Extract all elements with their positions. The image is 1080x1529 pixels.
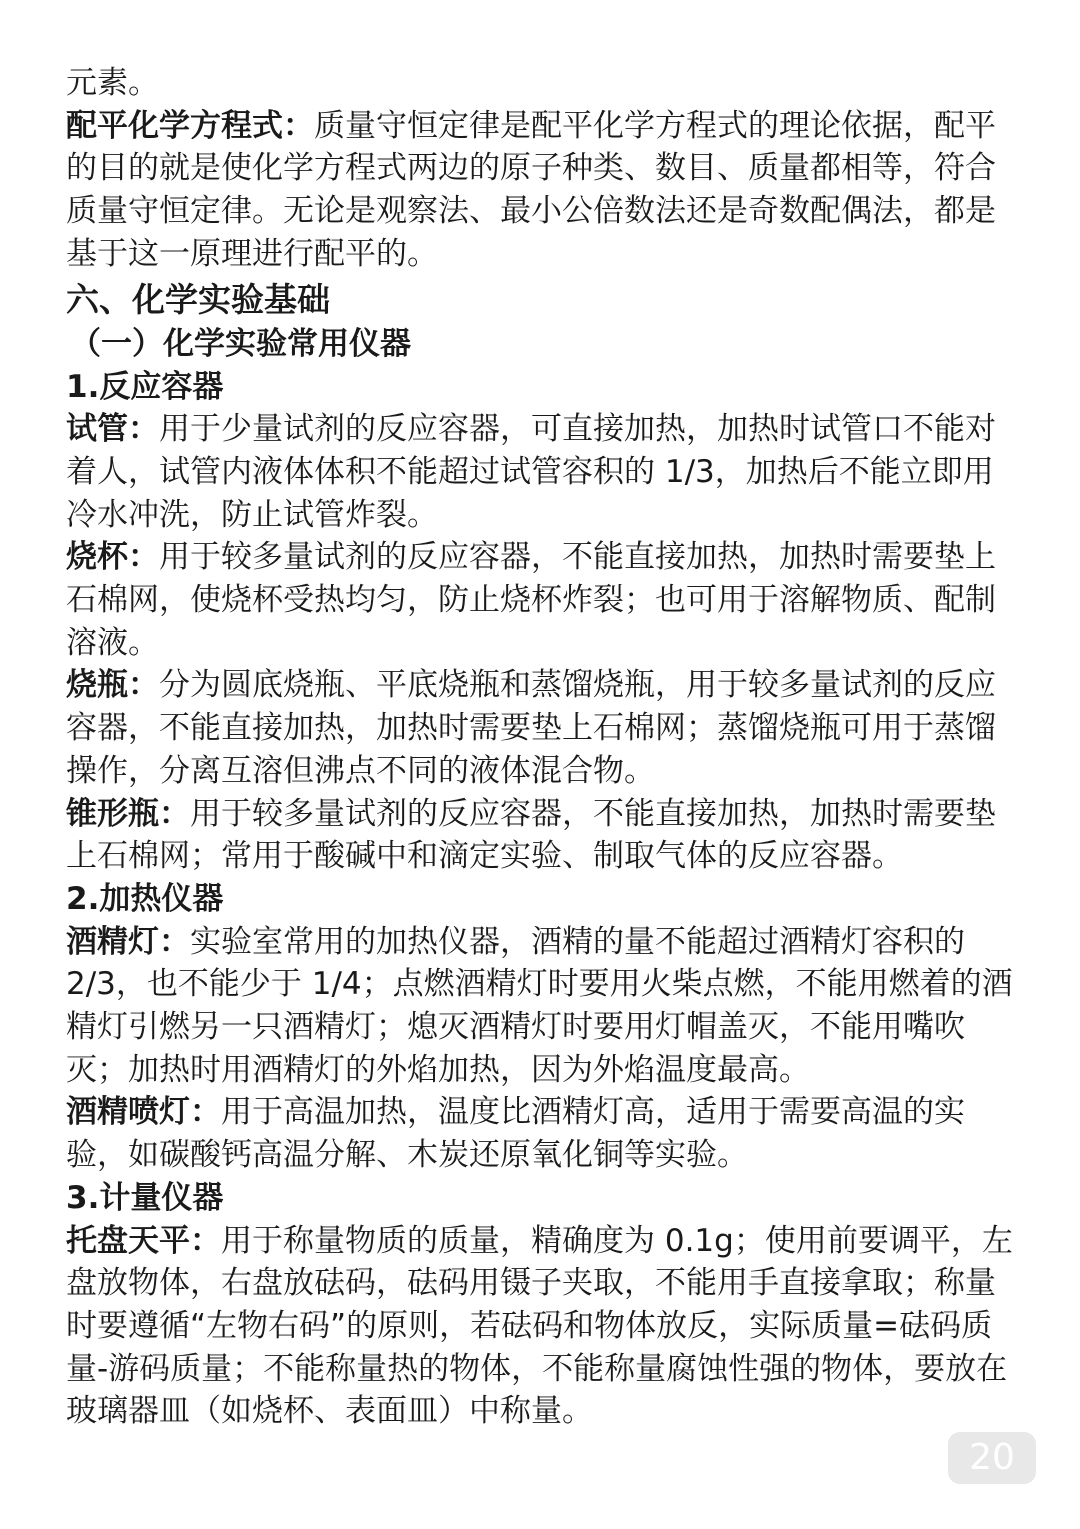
item-text: 用于少量试剂的反应容器，可直接加热，加热时试管口不能对着人，试管内液体体积不能超过试管容积的 1/3，加热后不能立即用冷水冲洗，防止试管炸裂。 — [66, 411, 996, 533]
item-test-tube — [66, 408, 1018, 536]
item-blast-lamp — [66, 1091, 1018, 1176]
item-term: 酒精灯： — [66, 923, 190, 960]
subsection-title: （一）化学实验常用仪器 — [70, 325, 411, 362]
balancing-paragraph — [66, 105, 1018, 276]
item-term: 托盘天平： — [66, 1222, 221, 1259]
document-body — [66, 62, 1018, 1433]
item-text: 实验室常用的加热仪器，酒精的量不能超过酒精灯容积的 2/3，也不能少于 1/4；点燃酒精灯时要用火柴点燃，不能用燃着的酒精灯引燃另一只酒精灯；熄灭酒精灯时要用灯帽盖灭，不能用嘴吹灭；加热时用酒精灯的外焰加热，因为外焰温度最高。 — [66, 923, 1013, 1088]
balancing-text: 质量守恒定律是配平化学方程式的理论依据，配平的目的就是使化学方程式两边的原子种类、数目、质量都相等，符合质量守恒定律。无论是观察法、最小公倍数法还是奇数配偶法，都是基于这一原理进行配平的。 — [66, 107, 996, 272]
item-text: 用于高温加热，温度比酒精灯高，适用于需要高温的实验，如碳酸钙高温分解、木炭还原氧化铜等实验。 — [66, 1094, 965, 1174]
item-conical-flask — [66, 793, 1018, 878]
item-term: 烧瓶： — [66, 667, 159, 704]
item-flask — [66, 664, 1018, 792]
group-heading-containers: 1.反应容器 — [66, 368, 224, 405]
item-text: 用于称量物质的质量，精确度为 0.1g；使用前要调平，左盘放物体，右盘放砝码，砝码用镊子夹取，不能用手直接拿取；称量时要遵循“左物右码”的原则，若砝码和物体放反，实际质量=砝码质量-游码质量；不能称量热的物体，不能称量腐蚀性强的物体，要放在玻璃器皿（如烧杯、表面皿）中称量。 — [66, 1222, 1013, 1430]
item-text: 分为圆底烧瓶、平底烧瓶和蒸馏烧瓶，用于较多量试剂的反应容器，不能直接加热，加热时需要垫上石棉网；蒸馏烧瓶可用于蒸馏操作，分离互溶但沸点不同的液体混合物。 — [66, 667, 996, 789]
item-term: 锥形瓶： — [66, 795, 190, 832]
page-number-badge: 20 — [948, 1432, 1036, 1484]
item-text: 用于较多量试剂的反应容器，不能直接加热，加热时需要垫上石棉网；常用于酸碱中和滴定实验、制取气体的反应容器。 — [66, 795, 996, 875]
item-text: 用于较多量试剂的反应容器，不能直接加热，加热时需要垫上石棉网，使烧杯受热均匀，防止烧杯炸裂；也可用于溶解物质、配制溶液。 — [66, 539, 996, 661]
item-beaker — [66, 536, 1018, 664]
item-balance — [66, 1220, 1018, 1434]
section-title: 六、化学实验基础 — [66, 279, 330, 319]
group-heading-measuring: 3.计量仪器 — [66, 1179, 224, 1216]
item-term: 烧杯： — [66, 539, 159, 576]
item-alcohol-lamp — [66, 921, 1018, 1092]
item-term: 试管： — [66, 411, 159, 448]
item-term: 酒精喷灯： — [66, 1094, 221, 1131]
continuation-text: 元素。 — [66, 65, 159, 101]
balancing-term: 配平化学方程式： — [66, 107, 314, 144]
group-heading-heating: 2.加热仪器 — [66, 880, 224, 917]
